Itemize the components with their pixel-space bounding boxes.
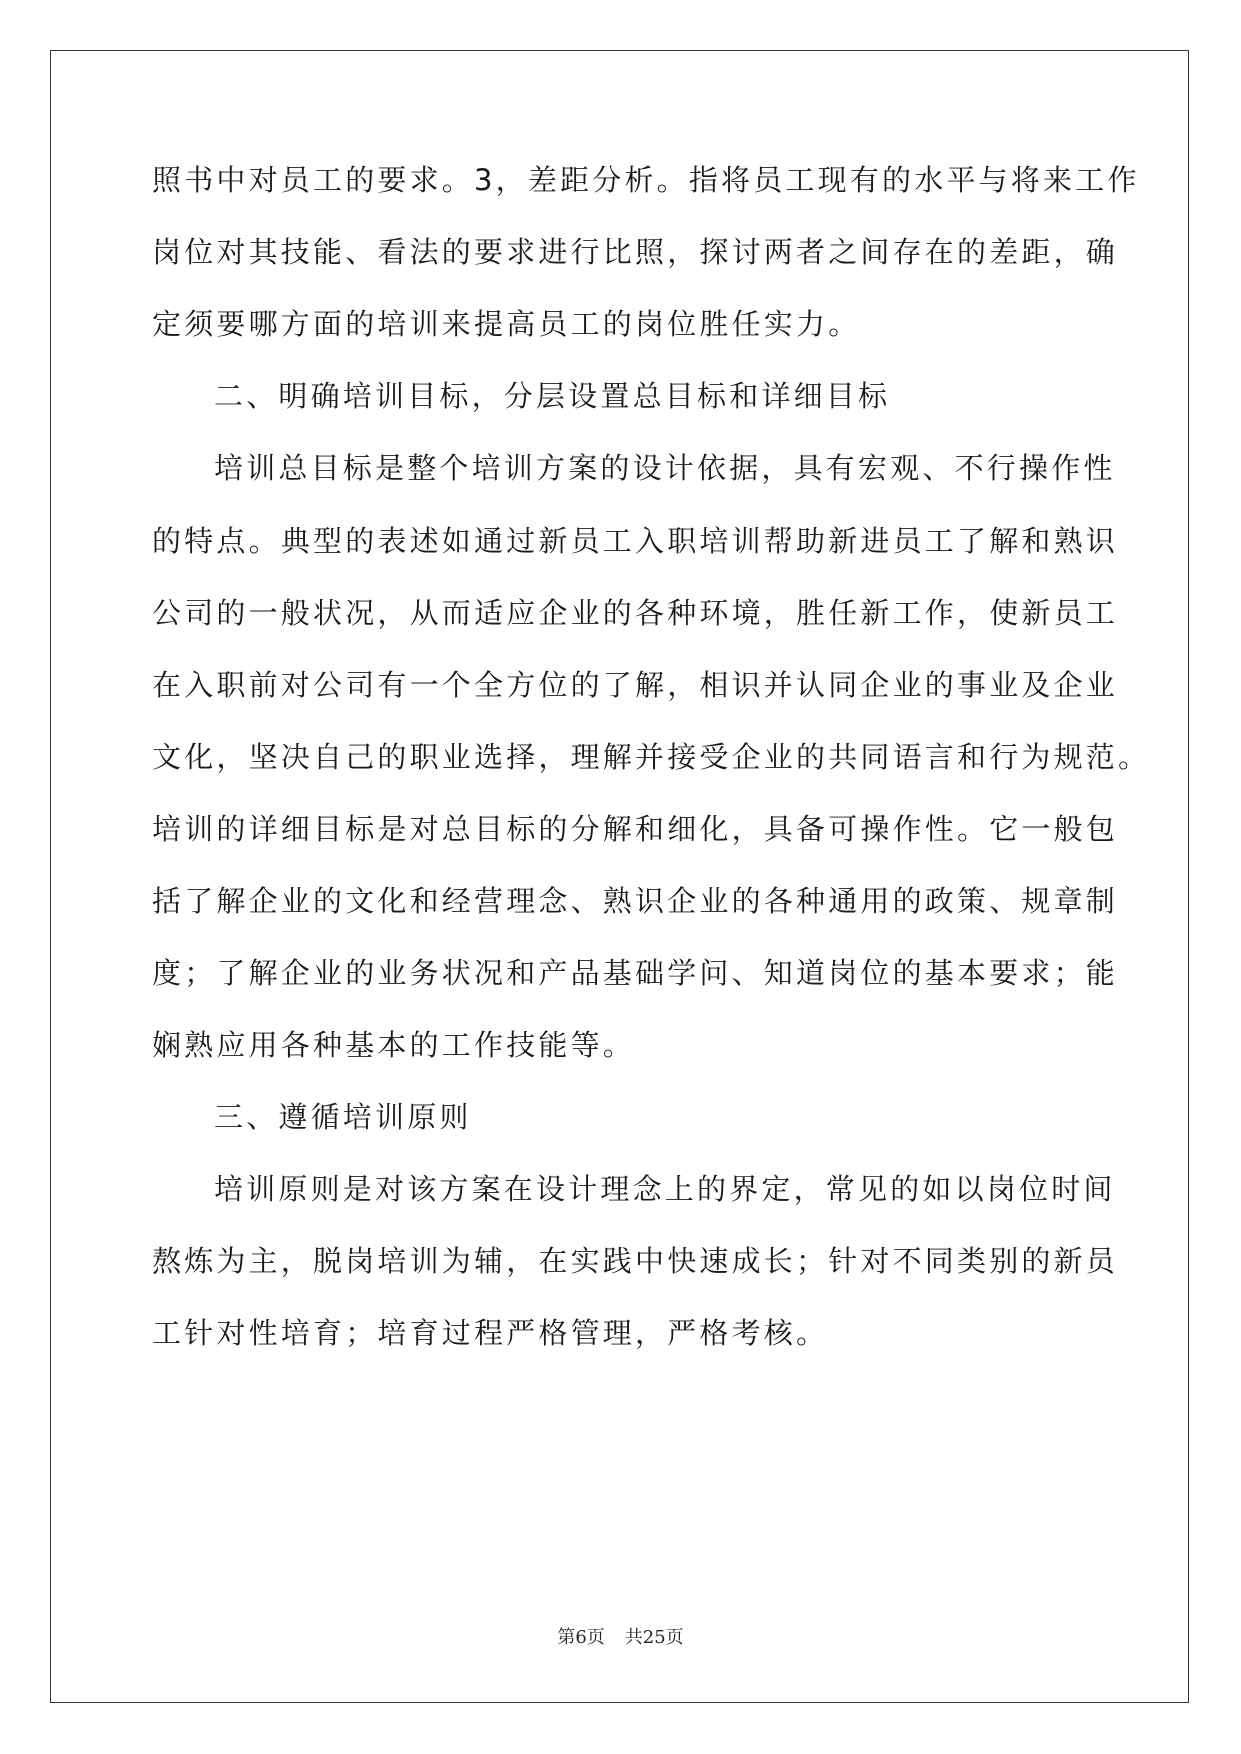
text-line: 度；了解企业的业务状况和产品基础学问、知道岗位的基本要求；能	[152, 956, 1119, 990]
text-line: 岗位对其技能、看法的要求进行比照，探讨两者之间存在的差距，确	[152, 235, 1119, 269]
section-heading: 二、明确培训目标，分层设置总目标和详细目标	[214, 379, 891, 413]
text-line: 定须要哪方面的培训来提高员工的岗位胜任实力。	[152, 307, 861, 341]
text-line: 在入职前对公司有一个全方位的了解，相识并认同企业的事业及企业	[152, 668, 1119, 702]
text-line: 括了解企业的文化和经营理念、熟识企业的各种通用的政策、规章制	[152, 884, 1119, 918]
text-line: 培训的详细目标是对总目标的分解和细化，具备可操作性。它一般包	[152, 812, 1119, 846]
section-heading: 三、遵循培训原则	[214, 1100, 472, 1134]
text-line: 熬炼为主，脱岗培训为辅，在实践中快速成长；针对不同类别的新员	[152, 1244, 1119, 1278]
page-prefix: 第	[557, 1627, 576, 1648]
text-line: 工针对性培育；培育过程严格管理，严格考核。	[152, 1316, 829, 1350]
text-line: 娴熟应用各种基本的工作技能等。	[152, 1028, 636, 1062]
text-line: 文化，坚决自己的职业选择，理解并接受企业的共同语言和行为规范。	[152, 740, 1151, 774]
text-line: 照书中对员工的要求。3，差距分析。指将员工现有的水平与将来工作	[152, 163, 1140, 197]
total-prefix: 共	[624, 1627, 643, 1648]
page-footer	[0, 1623, 1241, 1649]
page-border	[50, 50, 1189, 1703]
total-pages: 25	[642, 1627, 666, 1648]
total-suffix: 页	[665, 1627, 684, 1648]
text-line: 培训原则是对该方案在设计理念上的界定，常见的如以岗位时间	[214, 1172, 1116, 1206]
text-line: 培训总目标是整个培训方案的设计依据，具有宏观、不行操作性	[214, 451, 1116, 485]
page-number: 6	[575, 1627, 587, 1648]
text-line: 的特点。典型的表述如通过新员工入职培训帮助新进员工了解和熟识	[152, 524, 1119, 558]
page-suffix: 页	[586, 1627, 605, 1648]
text-line: 公司的一般状况，从而适应企业的各种环境，胜任新工作，使新员工	[152, 596, 1119, 630]
